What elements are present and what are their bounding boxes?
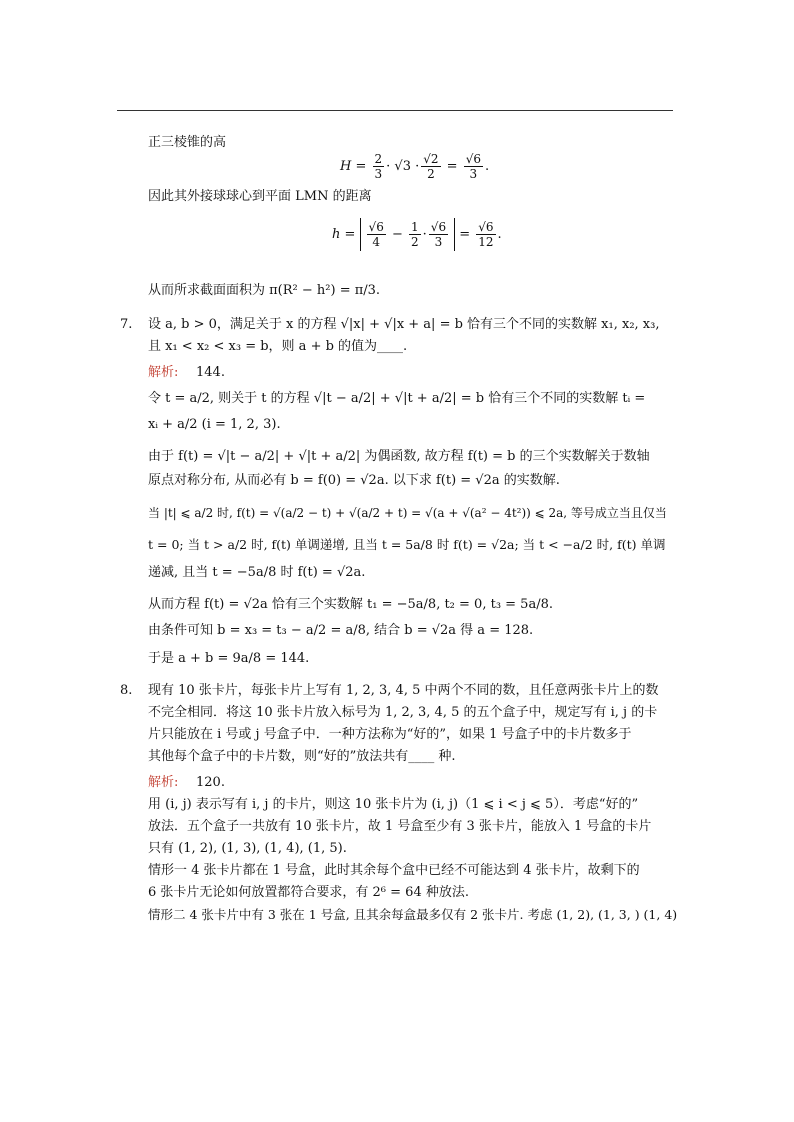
text-line: 设 a, b > 0，满足关于 x 的方程 √|x| + √|x + a| = b 恰有三个不同的实数解 x₁, x₂, x₃, xyxy=(148,317,660,332)
answer-value: 120. xyxy=(196,775,225,790)
text-line: 用 (i, j) 表示写有 i, j 的卡片，则这 10 张卡片为 (i, j)（1 ⩽ i < j ⩽ 5）．考虑“好的” xyxy=(148,797,639,812)
text-line: 只有 (1, 2), (1, 3), (1, 4), (1, 5). xyxy=(148,841,347,856)
problem-number-7: 7. xyxy=(120,317,133,332)
eq-lhs: h = xyxy=(332,226,356,242)
text-line: 片只能放在 i 号或 j 号盒子中．一种方法称为“好的”，如果 1 号盒子中的卡片数多于 xyxy=(148,727,632,742)
fraction: $\frac{√6}{12}$ xyxy=(478,220,494,249)
fraction: $\frac{√6}{3}$ xyxy=(465,152,481,181)
fraction: $\frac{2}{3}$ xyxy=(374,152,383,181)
text-line: 因此其外接球球心到平面 LMN 的距离 xyxy=(148,189,372,204)
text-line: 情形二 4 张卡片中有 3 张在 1 号盒, 且其余每盒最多仅有 2 张卡片. 考虑 (1, 2), (1, 3, ) (1, 4) xyxy=(148,907,678,922)
text-line: 从而所求截面面积为 π(R² − h²) = π/3. xyxy=(148,283,381,298)
fraction: $\frac{√6}{4}$ xyxy=(368,220,384,249)
eq-sign: = xyxy=(446,158,458,174)
text-line: 情形一 4 张卡片都在 1 号盒，此时其余每个盒中已经不可能达到 4 张卡片，故剩下的 xyxy=(148,863,640,878)
text-line: 由于 f(t) = √|t − a/2| + √|t + a/2| 为偶函数, 故方程 f(t) = b 的三个实数解关于数轴 xyxy=(148,449,650,464)
equation-height xyxy=(340,152,489,181)
fraction: $\frac{1}{2}$ xyxy=(411,220,419,249)
eq-sign: = xyxy=(459,226,471,242)
text-line: t = 0; 当 t > a/2 时, f(t) 单调递增, 且当 t = 5a/8 时 f(t) = √2a; 当 t < −a/2 时, f(t) 单调 xyxy=(148,537,666,552)
equation-distance xyxy=(332,218,502,251)
text-line: xᵢ + a/2 (i = 1, 2, 3). xyxy=(148,417,281,432)
text-line: 递减, 且当 t = −5a/8 时 f(t) = √2a. xyxy=(148,565,366,580)
text-line: 其他每个盒子中的卡片数，则“好的”放法共有____ 种. xyxy=(148,749,456,764)
eq-lhs: H = xyxy=(340,158,367,174)
header-rule xyxy=(117,110,673,111)
text-line: 从而方程 f(t) = √2a 恰有三个实数解 t₁ = −5a/8, t₂ = 0, t₃ = 5a/8. xyxy=(148,597,553,612)
answer-value: 144. xyxy=(196,365,225,380)
text-line: 6 张卡片无论如何放置都符合要求，有 2⁶ = 64 种放法. xyxy=(148,885,469,900)
text-line: 由条件可知 b = x₃ = t₃ − a/2 = a/8, 结合 b = √2a 得 a = 128. xyxy=(148,623,534,638)
solution-label: 解析: xyxy=(148,365,179,380)
text-line: 于是 a + b = 9a/8 = 144. xyxy=(148,651,310,666)
fraction: $\frac{√6}{3}$ xyxy=(430,220,447,249)
eq-end: . xyxy=(485,158,490,174)
fraction: $\frac{√2}{2}$ xyxy=(423,152,439,181)
text-line: 正三棱锥的高 xyxy=(148,135,227,150)
eq-end: . xyxy=(497,226,502,242)
text-line: 且 x₁ < x₂ < x₃ = b，则 a + b 的值为____. xyxy=(148,339,408,354)
text-line: 当 |t| ⩽ a/2 时, f(t) = √(a/2 − t) + √(a/2 + t) = √(a + √(a² − 4t²)) ⩽ 2a, 等号成立当且仅当 xyxy=(148,506,667,520)
text-line: 放法．五个盒子一共放有 10 张卡片，故 1 号盒至少有 3 张卡片，能放入 1 号盒的卡片 xyxy=(148,819,652,834)
absolute-value: $\frac{√6}{4}$ − $\frac{1}{2}$ · $\frac{√6}{3}$ xyxy=(360,218,456,251)
eq-term: · √3 · xyxy=(386,158,420,174)
text-line: 原点对称分布, 从而必有 b = f(0) = √2a. 以下求 f(t) = √2a 的实数解. xyxy=(148,473,560,488)
solution-label: 解析: xyxy=(148,775,179,790)
text-line: 令 t = a/2, 则关于 t 的方程 √|t − a/2| + √|t + a/2| = b 恰有三个不同的实数解 tᵢ = xyxy=(148,391,646,406)
text-line: 不完全相同．将这 10 张卡片放入标号为 1, 2, 3, 4, 5 的五个盒子中，规定写有 i, j 的卡 xyxy=(148,705,658,720)
text-line: 现有 10 张卡片，每张卡片上写有 1, 2, 3, 4, 5 中两个不同的数，且任意两张卡片上的数 xyxy=(148,683,659,698)
problem-number-8: 8. xyxy=(120,683,133,698)
